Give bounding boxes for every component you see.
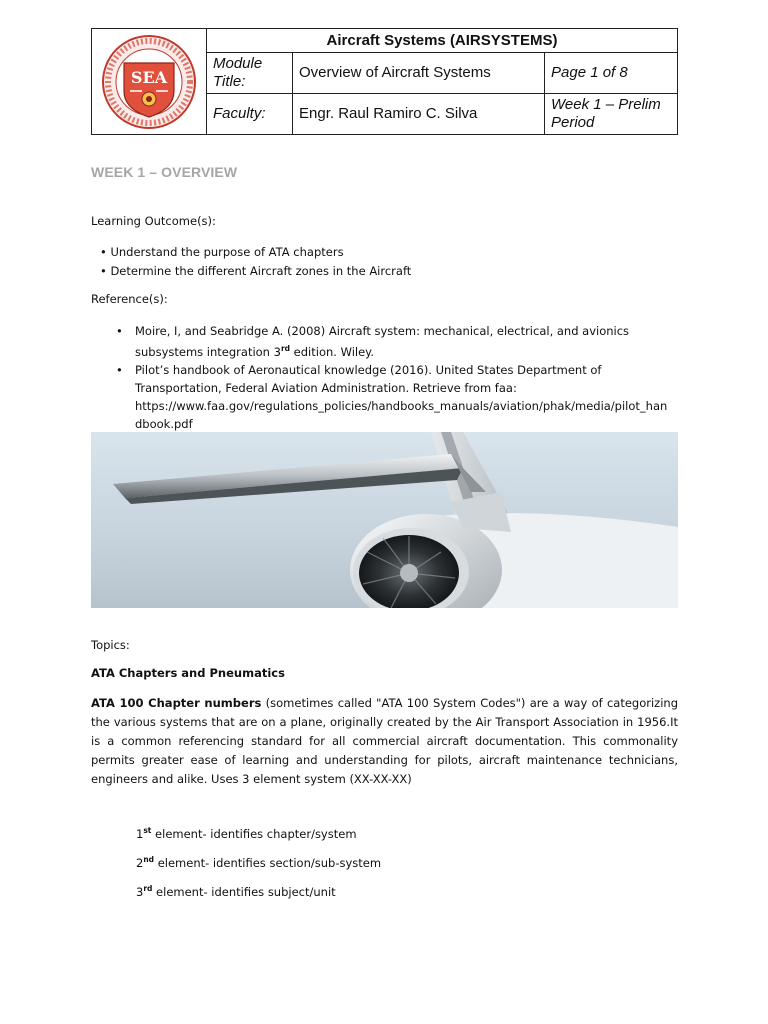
section-title: ATA Chapters and Pneumatics <box>91 666 285 680</box>
ata-paragraph <box>91 694 678 789</box>
learning-outcomes-label: Learning Outcome(s): <box>91 214 216 228</box>
faculty-row <box>207 93 677 134</box>
week-heading: WEEK 1 – OVERVIEW <box>91 164 238 180</box>
faculty-label: Faculty: <box>207 94 293 134</box>
reference-url-line1[interactable]: https://www.faa.gov/regulations_policies/handbooks_manuals/aviation/phak/media/pilot_han <box>135 398 668 413</box>
reference-superscript: rd <box>280 344 291 353</box>
element-ordinal: nd <box>143 855 155 864</box>
element-line <box>136 855 381 870</box>
element-ordinal: rd <box>143 884 153 893</box>
element-ordinal: st <box>143 826 152 835</box>
aircraft-wing-engine-photo <box>91 432 678 608</box>
reference-url-line2[interactable]: dbook.pdf <box>135 416 193 431</box>
page-count: Page 1 of 8 <box>551 64 628 81</box>
reference-text-end: edition. Wiley. <box>290 344 375 359</box>
learning-outcome-item: • Understand the purpose of ATA chapters <box>100 245 344 259</box>
element-line <box>136 884 336 899</box>
module-title-row <box>207 53 677 93</box>
element-text: element- identifies subject/unit <box>152 885 336 899</box>
element-text: element- identifies chapter/system <box>151 827 357 841</box>
references-list <box>116 322 678 433</box>
element-number: 1 <box>136 827 144 841</box>
references-label: Reference(s): <box>91 292 168 306</box>
week-period: Week 1 – Prelim Period <box>551 96 661 131</box>
topics-label: Topics: <box>91 638 130 652</box>
learning-outcome-item: • Determine the different Aircraft zones in the Aircraft <box>100 264 412 278</box>
paragraph-body: (sometimes called "ATA 100 System Codes") are a way of categorizing the various systems that are on a plane, originally created by the Air Transport Association in 1956.It is a common referencing standard for all commercial aircraft documentation. This commonality permits greater ease of learning and understanding for pilots, aircraft maintenance technicians, engineers and alike. Uses 3 element system (XX-XX-XX) <box>91 696 678 786</box>
course-title: Aircraft Systems (AIRSYSTEMS) <box>207 29 677 53</box>
module-title-label: Module Title: <box>207 53 293 93</box>
reference-item <box>116 322 678 361</box>
element-number: 2 <box>136 856 144 870</box>
module-title-value: Overview of Aircraft Systems <box>293 53 545 93</box>
faculty-value: Engr. Raul Ramiro C. Silva <box>293 94 545 134</box>
element-text: element- identifies section/sub-system <box>154 856 382 870</box>
learning-outcomes-list <box>100 243 411 281</box>
paragraph-bold-lead: ATA 100 Chapter numbers <box>91 696 262 710</box>
seal-icon <box>100 33 198 131</box>
reference-text: Pilot’s handbook of Aeronautical knowledge (2016). United States Department of Transportation, Federal Aviation Administration. Retrieve from faa: <box>135 362 602 395</box>
element-number: 3 <box>136 885 144 899</box>
school-seal <box>92 29 207 134</box>
element-line <box>136 826 357 841</box>
reference-text: Moire, I, and Seabridge A. (2008) Aircraft system: mechanical, electrical, and avionics subsystems integration 3 <box>135 324 630 359</box>
reference-item <box>116 361 678 433</box>
header-table <box>91 28 678 135</box>
seal-letters: SEA <box>130 67 168 87</box>
